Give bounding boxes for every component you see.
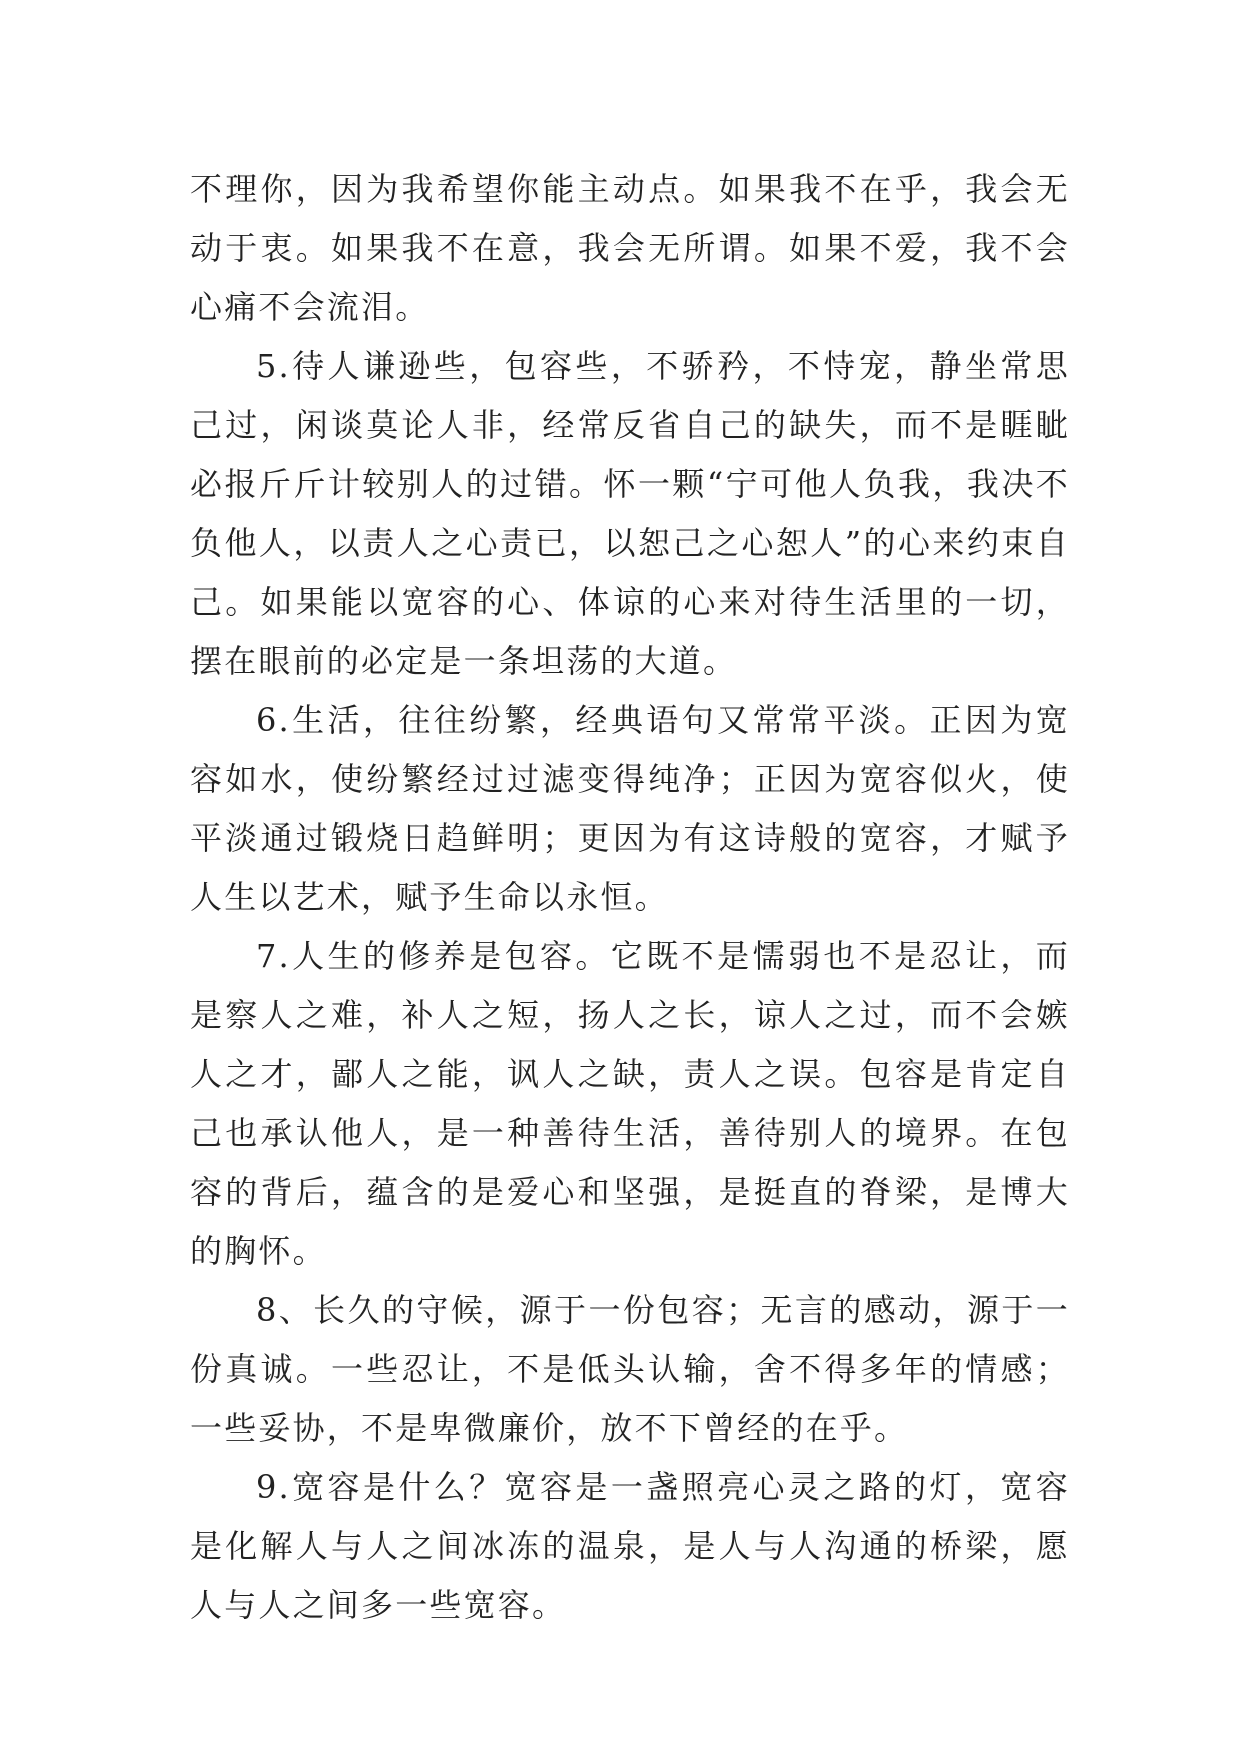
paragraph-item-9: 9.宽容是什么？宽容是一盏照亮心灵之路的灯，宽容是化解人与人之间冰冻的温泉，是人与人沟通的桥梁，愿人与人之间多一些宽容。: [190, 1468, 1070, 1624]
paragraph-item-7: 7.人生的修养是包容。它既不是懦弱也不是忍让，而是察人之难，补人之短，扬人之长，谅人之过，而不会嫉人之才，鄙人之能，讽人之缺，责人之误。包容是肯定自己也承认他人，是一种善待生活，善待别人的境界。在包容的背后，蕴含的是爱心和坚强，是挺直的脊梁，是博大的胸怀。: [190, 937, 1070, 1270]
paragraph-item-8: 8、长久的守候，源于一份包容；无言的感动，源于一份真诚。一些忍让，不是低头认输，舍不得多年的情感；一些妥协，不是卑微廉价，放不下曾经的在乎。: [190, 1291, 1070, 1447]
document-body: [190, 160, 1070, 1635]
paragraph-continuation: 不理你，因为我希望你能主动点。如果我不在乎，我会无动于衷。如果我不在意，我会无所谓。如果不爱，我不会心痛不会流泪。: [190, 170, 1070, 326]
paragraph-item-5: 5.待人谦逊些，包容些，不骄矜，不恃宠，静坐常思己过，闲谈莫论人非，经常反省自己的缺失，而不是睚眦必报斤斤计较别人的过错。怀一颗“宁可他人负我，我决不负他人，以责人之心责已，以恕己之心恕人”的心来约束自己。如果能以宽容的心、体谅的心来对待生活里的一切，摆在眼前的必定是一条坦荡的大道。: [190, 347, 1070, 680]
paragraph-item-6: 6.生活，往往纷繁，经典语句又常常平淡。正因为宽容如水，使纷繁经过过滤变得纯净；正因为宽容似火，使平淡通过锻烧日趋鲜明；更因为有这诗般的宽容，才赋予人生以艺术，赋予生命以永恒。: [190, 701, 1070, 916]
